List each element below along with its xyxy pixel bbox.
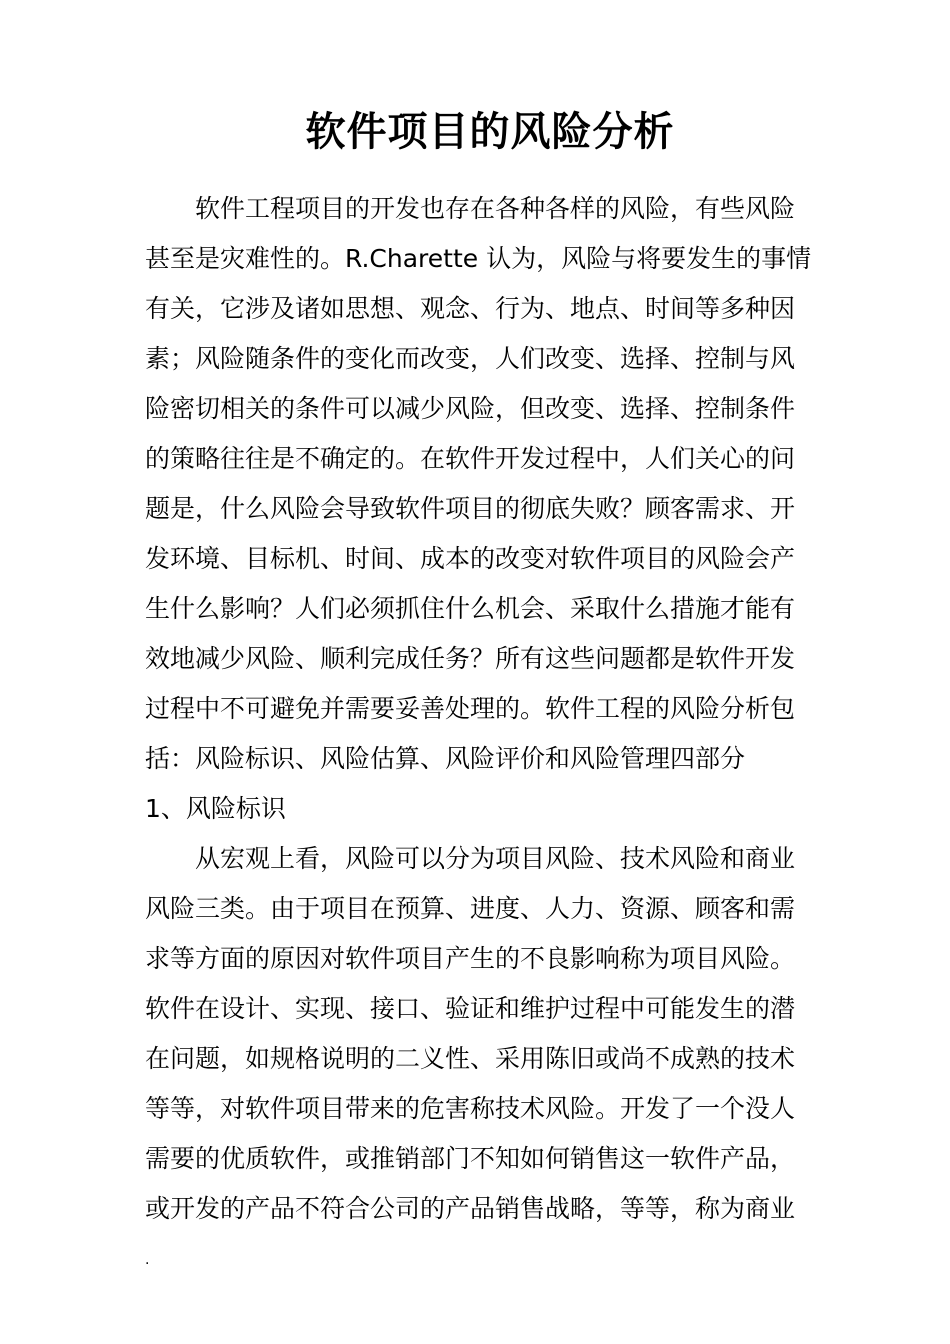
document-body xyxy=(145,184,812,1234)
paragraph-line: 险密切相关的条件可以减少风险，但改变、选择、控制条件 xyxy=(145,394,796,423)
paragraph-line: 的策略往往是不确定的。在软件开发过程中，人们关心的问 xyxy=(145,444,796,473)
paragraph-line: 发环境、目标机、时间、成本的改变对软件项目的风险会产 xyxy=(145,544,796,573)
paragraph-line: 从宏观上看，风险可以分为项目风险、技术风险和商业 xyxy=(195,844,796,873)
paragraph-line: 需要的优质软件，或推销部门不知如何销售这一软件产品， xyxy=(145,1144,796,1173)
page-title: 软件项目的风险分析 xyxy=(305,109,675,155)
paragraph-line: 过程中不可避免并需要妥善处理的。软件工程的风险分析包 xyxy=(145,694,796,723)
footer-mark: . xyxy=(145,1252,150,1268)
paragraph-line: 素；风险随条件的变化而改变，人们改变、选择、控制与风 xyxy=(145,344,796,373)
paragraph-line: 题是，什么风险会导致软件项目的彻底失败？顾客需求、开 xyxy=(145,494,796,523)
paragraph-line: 效地减少风险、顺利完成任务？所有这些问题都是软件开发 xyxy=(145,644,796,673)
paragraph-line: 等等，对软件项目带来的危害称技术风险。开发了一个没人 xyxy=(145,1094,796,1123)
paragraph-line: 软件工程项目的开发也存在各种各样的风险，有些风险 xyxy=(195,194,796,223)
paragraph-line: 甚至是灾难性的。R.Charette 认为，风险与将要发生的事情 xyxy=(145,244,812,273)
paragraph-line: 括：风险标识、风险估算、风险评价和风险管理四部分 xyxy=(145,744,746,773)
paragraph-line: 风险三类。由于项目在预算、进度、人力、资源、顾客和需 xyxy=(145,894,796,923)
paragraph-line: 求等方面的原因对软件项目产生的不良影响称为项目风险。 xyxy=(145,944,796,973)
section-heading: 1、风险标识 xyxy=(145,794,286,823)
paragraph-line: 或开发的产品不符合公司的产品销售战略，等等，称为商业 xyxy=(145,1194,796,1223)
paragraph-line: 生什么影响？人们必须抓住什么机会、采取什么措施才能有 xyxy=(145,594,796,623)
paragraph-line: 软件在设计、实现、接口、验证和维护过程中可能发生的潜 xyxy=(145,994,796,1023)
paragraph-line: 在问题，如规格说明的二义性、采用陈旧或尚不成熟的技术 xyxy=(145,1044,796,1073)
paragraph-line: 有关，它涉及诸如思想、观念、行为、地点、时间等多种因 xyxy=(145,294,796,323)
